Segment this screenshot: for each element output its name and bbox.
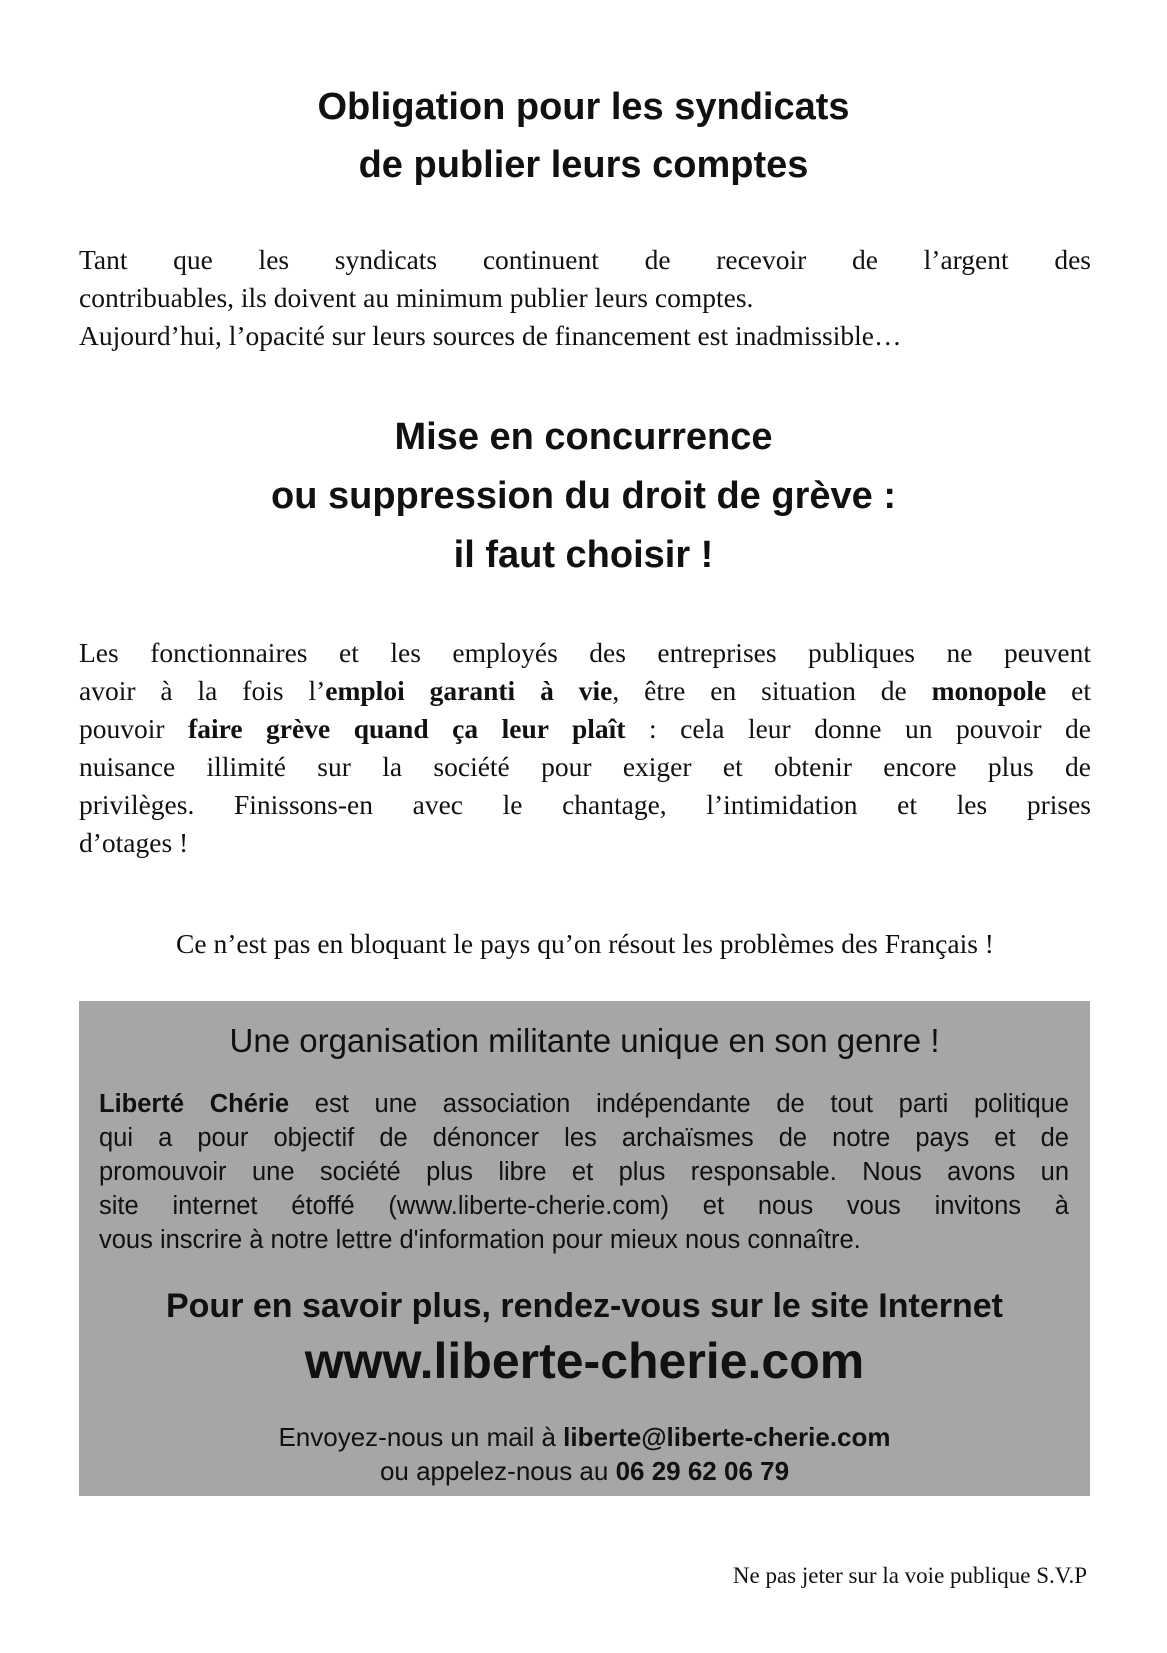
box-para-line5: vous inscrire à notre lettre d'information pour mieux nous connaître. xyxy=(99,1226,861,1254)
footer-note: Ne pas jeter sur la voie publique S.V.P xyxy=(732,1563,1087,1588)
closing-statement: Ce n’est pas en bloquant le pays qu’on résout les problèmes des Français ! xyxy=(176,928,994,959)
section1-paragraph xyxy=(79,241,1091,355)
website-url[interactable]: www.liberte-cherie.com xyxy=(304,1333,865,1389)
section2-title-line2: ou suppression du droit de grève : xyxy=(271,475,896,517)
section2-para-line2 xyxy=(79,672,1091,710)
text-fragment: et xyxy=(1046,675,1091,706)
box-para-line3: promouvoir une société plus libre et plus responsable. Nous avons un xyxy=(99,1158,1069,1186)
box-title: Une organisation militante unique en son genre ! xyxy=(229,1022,940,1059)
emphasis-emploi-garanti: emploi garanti à vie xyxy=(325,675,613,706)
section2-paragraph xyxy=(79,634,1091,862)
box-paragraph xyxy=(99,1087,1069,1257)
section1-para-line3: Aujourd’hui, l’opacité sur leurs sources de financement est inadmissible… xyxy=(79,320,902,351)
section1-title xyxy=(0,78,1167,194)
text-fragment: , être en situation de xyxy=(612,675,932,706)
section1-title-line1: Obligation pour les syndicats xyxy=(317,86,850,128)
phone-number: 06 29 62 06 79 xyxy=(615,1456,790,1486)
text-fragment: : cela leur donne un pouvoir de xyxy=(625,713,1091,744)
section2-para-line1: Les fonctionnaires et les employés des entreprises publiques ne peuvent xyxy=(79,637,1091,668)
section2-para-line6: d’otages ! xyxy=(79,827,189,858)
section1-para-line2: contribuables, ils doivent au minimum publier leurs comptes. xyxy=(79,282,754,313)
box-para-line1 xyxy=(99,1087,1069,1121)
section2-title xyxy=(0,408,1167,585)
text-fragment: avoir à la fois l’ xyxy=(79,675,326,706)
section2-title-line1: Mise en concurrence xyxy=(394,416,773,458)
text-fragment: est une association indépendante de tout parti politique xyxy=(289,1090,1069,1118)
section1-para-line1: Tant que les syndicats continuent de recevoir de l’argent des xyxy=(79,244,1091,275)
contact-info xyxy=(79,1420,1090,1488)
section2-para-line4: nuisance illimité sur la société pour exiger et obtenir encore plus de xyxy=(79,751,1091,782)
box-para-line2: qui a pour objectif de dénoncer les archaïsmes de notre pays et de xyxy=(99,1124,1069,1152)
emphasis-faire-greve: faire grève quand ça leur plaît xyxy=(188,713,626,744)
section2-para-line5: privilèges. Finissons-en avec le chantage, l’intimidation et les prises xyxy=(79,789,1091,820)
org-name: Liberté Chérie xyxy=(99,1090,290,1118)
phone-prefix: ou appelez-nous au xyxy=(379,1456,616,1486)
email-address[interactable]: liberte@liberte-cherie.com xyxy=(563,1422,891,1452)
organisation-box xyxy=(79,1001,1090,1496)
section2-para-line3 xyxy=(79,710,1091,748)
box-para-line4: site internet étoffé (www.liberte-cherie.com) et nous vous invitons à xyxy=(99,1192,1069,1220)
section2-title-line3: il faut choisir ! xyxy=(453,534,714,576)
mail-prefix: Envoyez-nous un mail à xyxy=(278,1422,564,1452)
box-call-to-action: Pour en savoir plus, rendez-vous sur le site Internet xyxy=(165,1287,1003,1325)
emphasis-monopole: monopole xyxy=(931,675,1047,706)
text-fragment: pouvoir xyxy=(79,713,189,744)
section1-title-line2: de publier leurs comptes xyxy=(358,144,809,186)
